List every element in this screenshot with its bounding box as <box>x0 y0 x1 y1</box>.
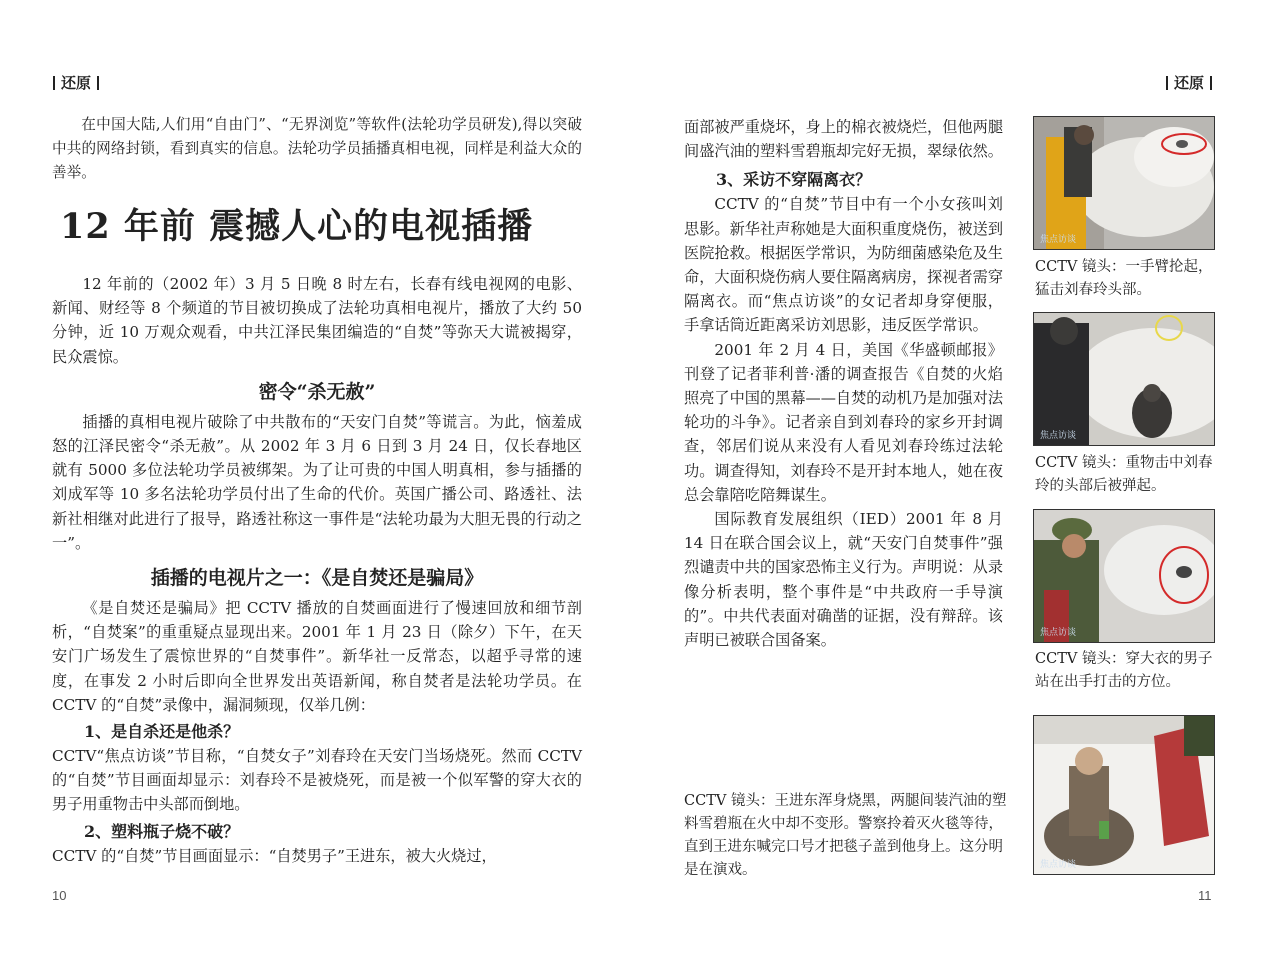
page-number: 11 <box>1198 888 1212 903</box>
body-paragraph: 插播的真相电视片破除了中共散布的“天安门自焚”等谎言。为此，恼羞成怒的江泽民密令“杀无赦”。从 2002 年 3 月 6 日到 3 月 24 日，仅长春地区就有 5000 多位法轮功学员被绑架。为了让可贵的中国人明真相，参与插播的刘成军等 10 多名法轮功学员付出了生命的代价。英国广播公司、路透社、法新社相继对此进行了报导，路透社称这一事件是“法轮功最为大胆无畏的行动之一”。 <box>52 412 582 552</box>
right-body <box>684 115 1003 652</box>
intro-paragraph: 在中国大陆,人们用“自由门”、“无界浏览”等软件(法轮功学员研发),得以突破中共的网络封锁，看到真实的信息。法轮功学员插播真相电视，同样是利益大众的善举。 <box>52 116 582 181</box>
body-paragraph: 2001 年 2 月 4 日，美国《华盛顿邮报》刊登了记者菲利普·潘的调查报告《自焚的火焰照亮了中国的黑幕——自焚的动机乃是加强对法轮功的斗争》。记者亲自到刘春玲的家乡开封调查，邻居们说从来没有人看见刘春玲练过法轮功。调查得知，刘春玲不是开封本地人，她在夜总会靠陪吃陪舞谋生。 <box>684 340 1003 504</box>
cctv-still-photo <box>1033 509 1215 643</box>
photo-caption: CCTV 镜头：穿大衣的男子站在出手打击的方位。 <box>1035 651 1213 690</box>
left-body <box>52 272 582 868</box>
subsection-heading: 1、是自杀还是他杀？ <box>84 722 240 742</box>
header-label: 还原 <box>1174 74 1205 92</box>
left-page-text <box>52 113 582 185</box>
header-label: 还原 <box>61 74 92 92</box>
article-title: 12 年前 震撼人心的电视插播 <box>60 206 534 247</box>
cctv-still-photo <box>1033 715 1215 875</box>
body-paragraph: 国际教育发展组织（IED）2001 年 8 月 14 日在联合国会议上，就“天安门自焚事件”强烈谴责中共的国家恐怖主义行为。声明说：从录像分析表明，整个事件是“中共政府一手导演的”。中共代表面对确凿的证据，没有辩辞。该声明已被联合国备案。 <box>684 510 1003 650</box>
running-header-left <box>47 72 105 93</box>
subsection-heading: 3、采访不穿隔离衣？ <box>716 170 872 190</box>
page-number: 10 <box>52 888 67 903</box>
body-paragraph: CCTV“焦点访谈”节目称，“自焚女子”刘春玲在天安门当场烧死。然而 CCTV 的“自焚”节目画面却显示：刘春玲不是被烧死，而是被一个似军警的穿大衣的男子用重物击中头部而倒地。 <box>52 747 582 814</box>
broadcast-logo: 焦点访谈 <box>1040 235 1077 245</box>
photo-caption: CCTV 镜头：重物击中刘春玲的头部后被弹起。 <box>1035 455 1213 494</box>
broadcast-logo: 焦点访谈 <box>1040 860 1077 870</box>
broadcast-logo: 焦点访谈 <box>1040 628 1077 638</box>
subsection-heading: 2、塑料瓶子烧不破？ <box>84 821 240 841</box>
body-paragraph: 《是自焚还是骗局》把 CCTV 播放的自焚画面进行了慢速回放和细节剖析，“自焚案”的重重疑点显现出来。2001 年 1 月 23 日（除夕）下午，在天安门广场发生了震惊世界的“自焚事件”。新华社一反常态，以超乎寻常的速度，在事发 2 小时后即向全世界发出英语新闻，称自焚者是法轮功学员。在 CCTV 的“自焚”录像中，漏洞频现，仅举几例： <box>52 599 582 714</box>
running-header-right <box>1160 72 1218 93</box>
section-heading: 密令“杀无赦” <box>258 380 376 403</box>
photo-caption: CCTV 镜头：一手臂抡起，猛击刘春玲头部。 <box>1035 259 1213 298</box>
section-heading: 插播的电视片之一：《是自焚还是骗局》 <box>150 567 484 590</box>
broadcast-logo: 焦点访谈 <box>1040 431 1077 441</box>
body-paragraph: CCTV 的“自焚”节目画面显示：“自焚男子”王进东，被大火烧过， <box>52 846 497 865</box>
photo-caption-bottom: CCTV 镜头：王进东浑身烧黑，两腿间装汽油的塑料雪碧瓶在火中却不变形。警察拎着灭火毯等待，直到王进东喊完口号才把毯子盖到他身上。这分明是在演戏。 <box>684 793 1007 878</box>
body-paragraph: 面部被严重烧坏，身上的棉衣被烧烂，但他两腿间盛汽油的塑料雪碧瓶却完好无损，翠绿依然。 <box>684 118 1003 161</box>
body-paragraph: 12 年前的（2002 年）3 月 5 日晚 8 时左右，长春有线电视网的电影、新闻、财经等 8 个频道的节目被切换成了法轮功真相电视片，播放了大约 50 分钟，近 10 万观众观看，中共江泽民集团编造的“自焚”等弥天大谎被揭穿，民众震惊。 <box>52 275 582 366</box>
cctv-still-photo <box>1033 312 1215 446</box>
cctv-still-photo <box>1033 116 1215 250</box>
body-paragraph: CCTV 的“自焚”节目中有一个小女孩叫刘思影。新华社声称她是大面积重度烧伤，被送到医院抢救。根据医学常识，为防细菌感染危及生命，大面积烧伤病人要住隔离病房，探视者需穿隔离衣。而“焦点访谈”的女记者却身穿便服，手拿话筒近距离采访刘思影，违反医学常识。 <box>684 195 1003 335</box>
